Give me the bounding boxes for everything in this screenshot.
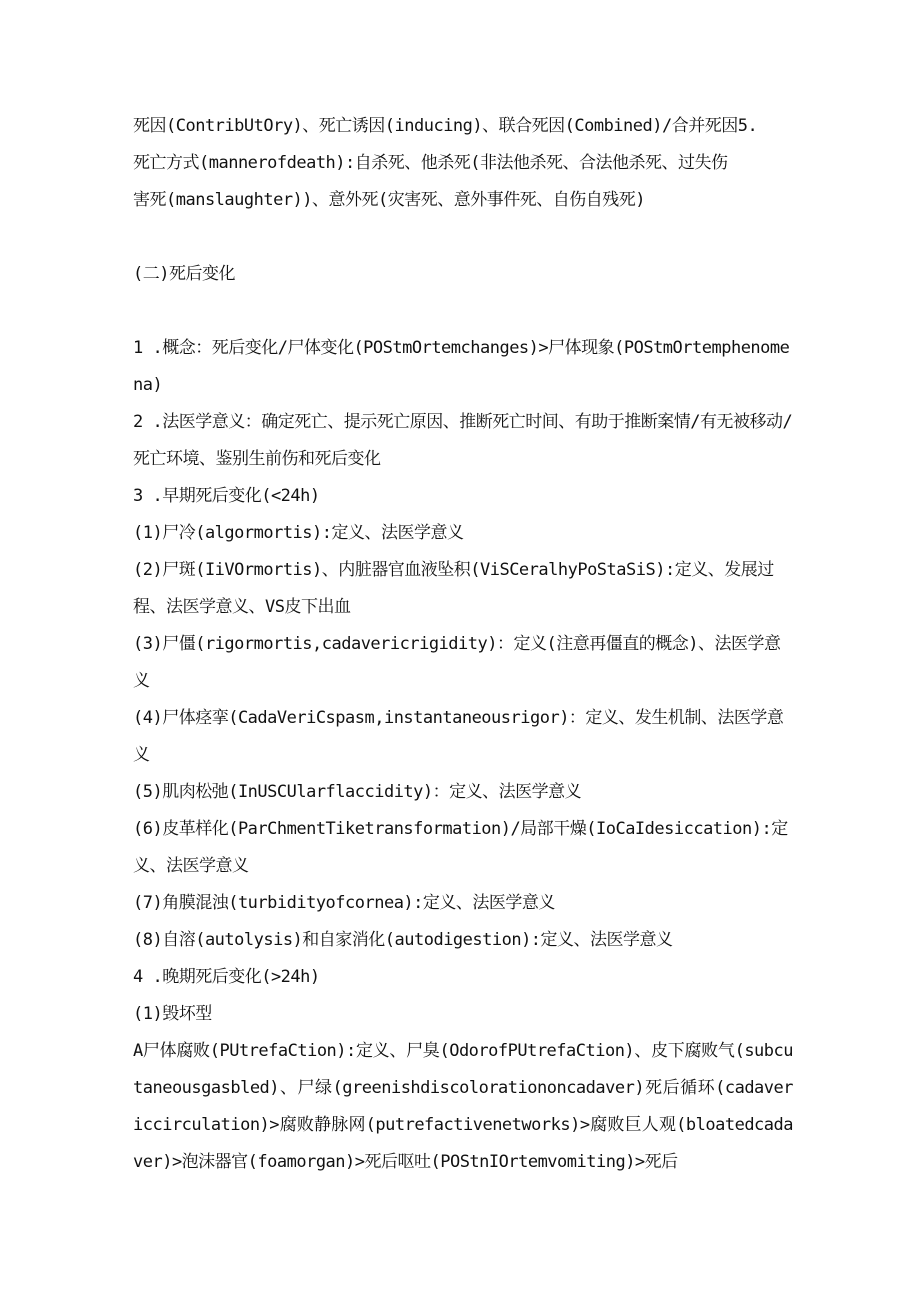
list-item: (3)尸僵(rigormortis,cadavericrigidity)：定义(注意再僵直的概念)、法医学意义 — [133, 634, 781, 691]
list-item: (2)尸斑(IiVOrmortis)、内脏器官血液坠积(ViSCeralhyPoStaSiS):定义、发展过程、法医学意义、VS皮下出血 — [133, 560, 774, 617]
paragraph-gap — [133, 219, 793, 256]
paragraph-gap — [133, 293, 793, 330]
final-paragraph: A尸体腐败(PUtrefaCtion):定义、尸臭(OdorofPUtrefaCtion)、皮下腐败气(subcutaneousgasbled)、尸绿(greenishdiscolorationoncadaver)死后循环(cadavericcirculation)>腐败静脉网(putrefactivenetworks)>腐败巨人观(bloatedcadaver)>泡沫器官(foamorgan)>死后呕吐(POStnIOrtemvomiting)>死后 — [133, 1041, 793, 1172]
list-item: (1)毁坏型 — [133, 1004, 212, 1024]
list-item: 4 .晚期死后变化(>24h) — [133, 967, 320, 987]
list-item: (8)自溶(autolysis)和自家消化(autodigestion):定义、法医学意义 — [133, 930, 673, 950]
document-body — [133, 108, 793, 1181]
list-item: 3 .早期死后变化(<24h) — [133, 486, 320, 506]
intro-line: 死亡方式(mannerofdeath):自杀死、他杀死(非法他杀死、合法他杀死、过失伤 — [133, 153, 728, 173]
list-item: (5)肌肉松弛(InUSCUlarflaccidity)：定义、法医学意义 — [133, 782, 582, 802]
intro-line: 死因(ContribUtOry)、死亡诱因(inducing)、联合死因(Combined)/合并死因5. — [133, 116, 758, 136]
section-heading: (二)死后变化 — [133, 264, 235, 284]
list-item: (7)角膜混浊(turbidityofcornea):定义、法医学意义 — [133, 893, 555, 913]
intro-line: 害死(manslaughter))、意外死(灾害死、意外事件死、自伤自残死) — [133, 190, 645, 210]
list-item: (4)尸体痉挛(CadaVeriCspasm,instantaneousrigor)：定义、发生机制、法医学意义 — [133, 708, 784, 765]
list-item: 1 .概念：死后变化/尸体变化(POStmOrtemchanges)>尸体现象(POStmOrtemphenomena) — [133, 338, 790, 395]
list-item: (6)皮革样化(ParChmentTiketransformation)/局部干燥(IoCaIdesiccation):定义、法医学意义 — [133, 819, 788, 876]
list-item: (1)尸冷(algormortis):定义、法医学意义 — [133, 523, 464, 543]
list-item: 2 .法医学意义：确定死亡、提示死亡原因、推断死亡时间、有助于推断案情/有无被移动/死亡环境、鉴别生前伤和死后变化 — [133, 412, 793, 469]
